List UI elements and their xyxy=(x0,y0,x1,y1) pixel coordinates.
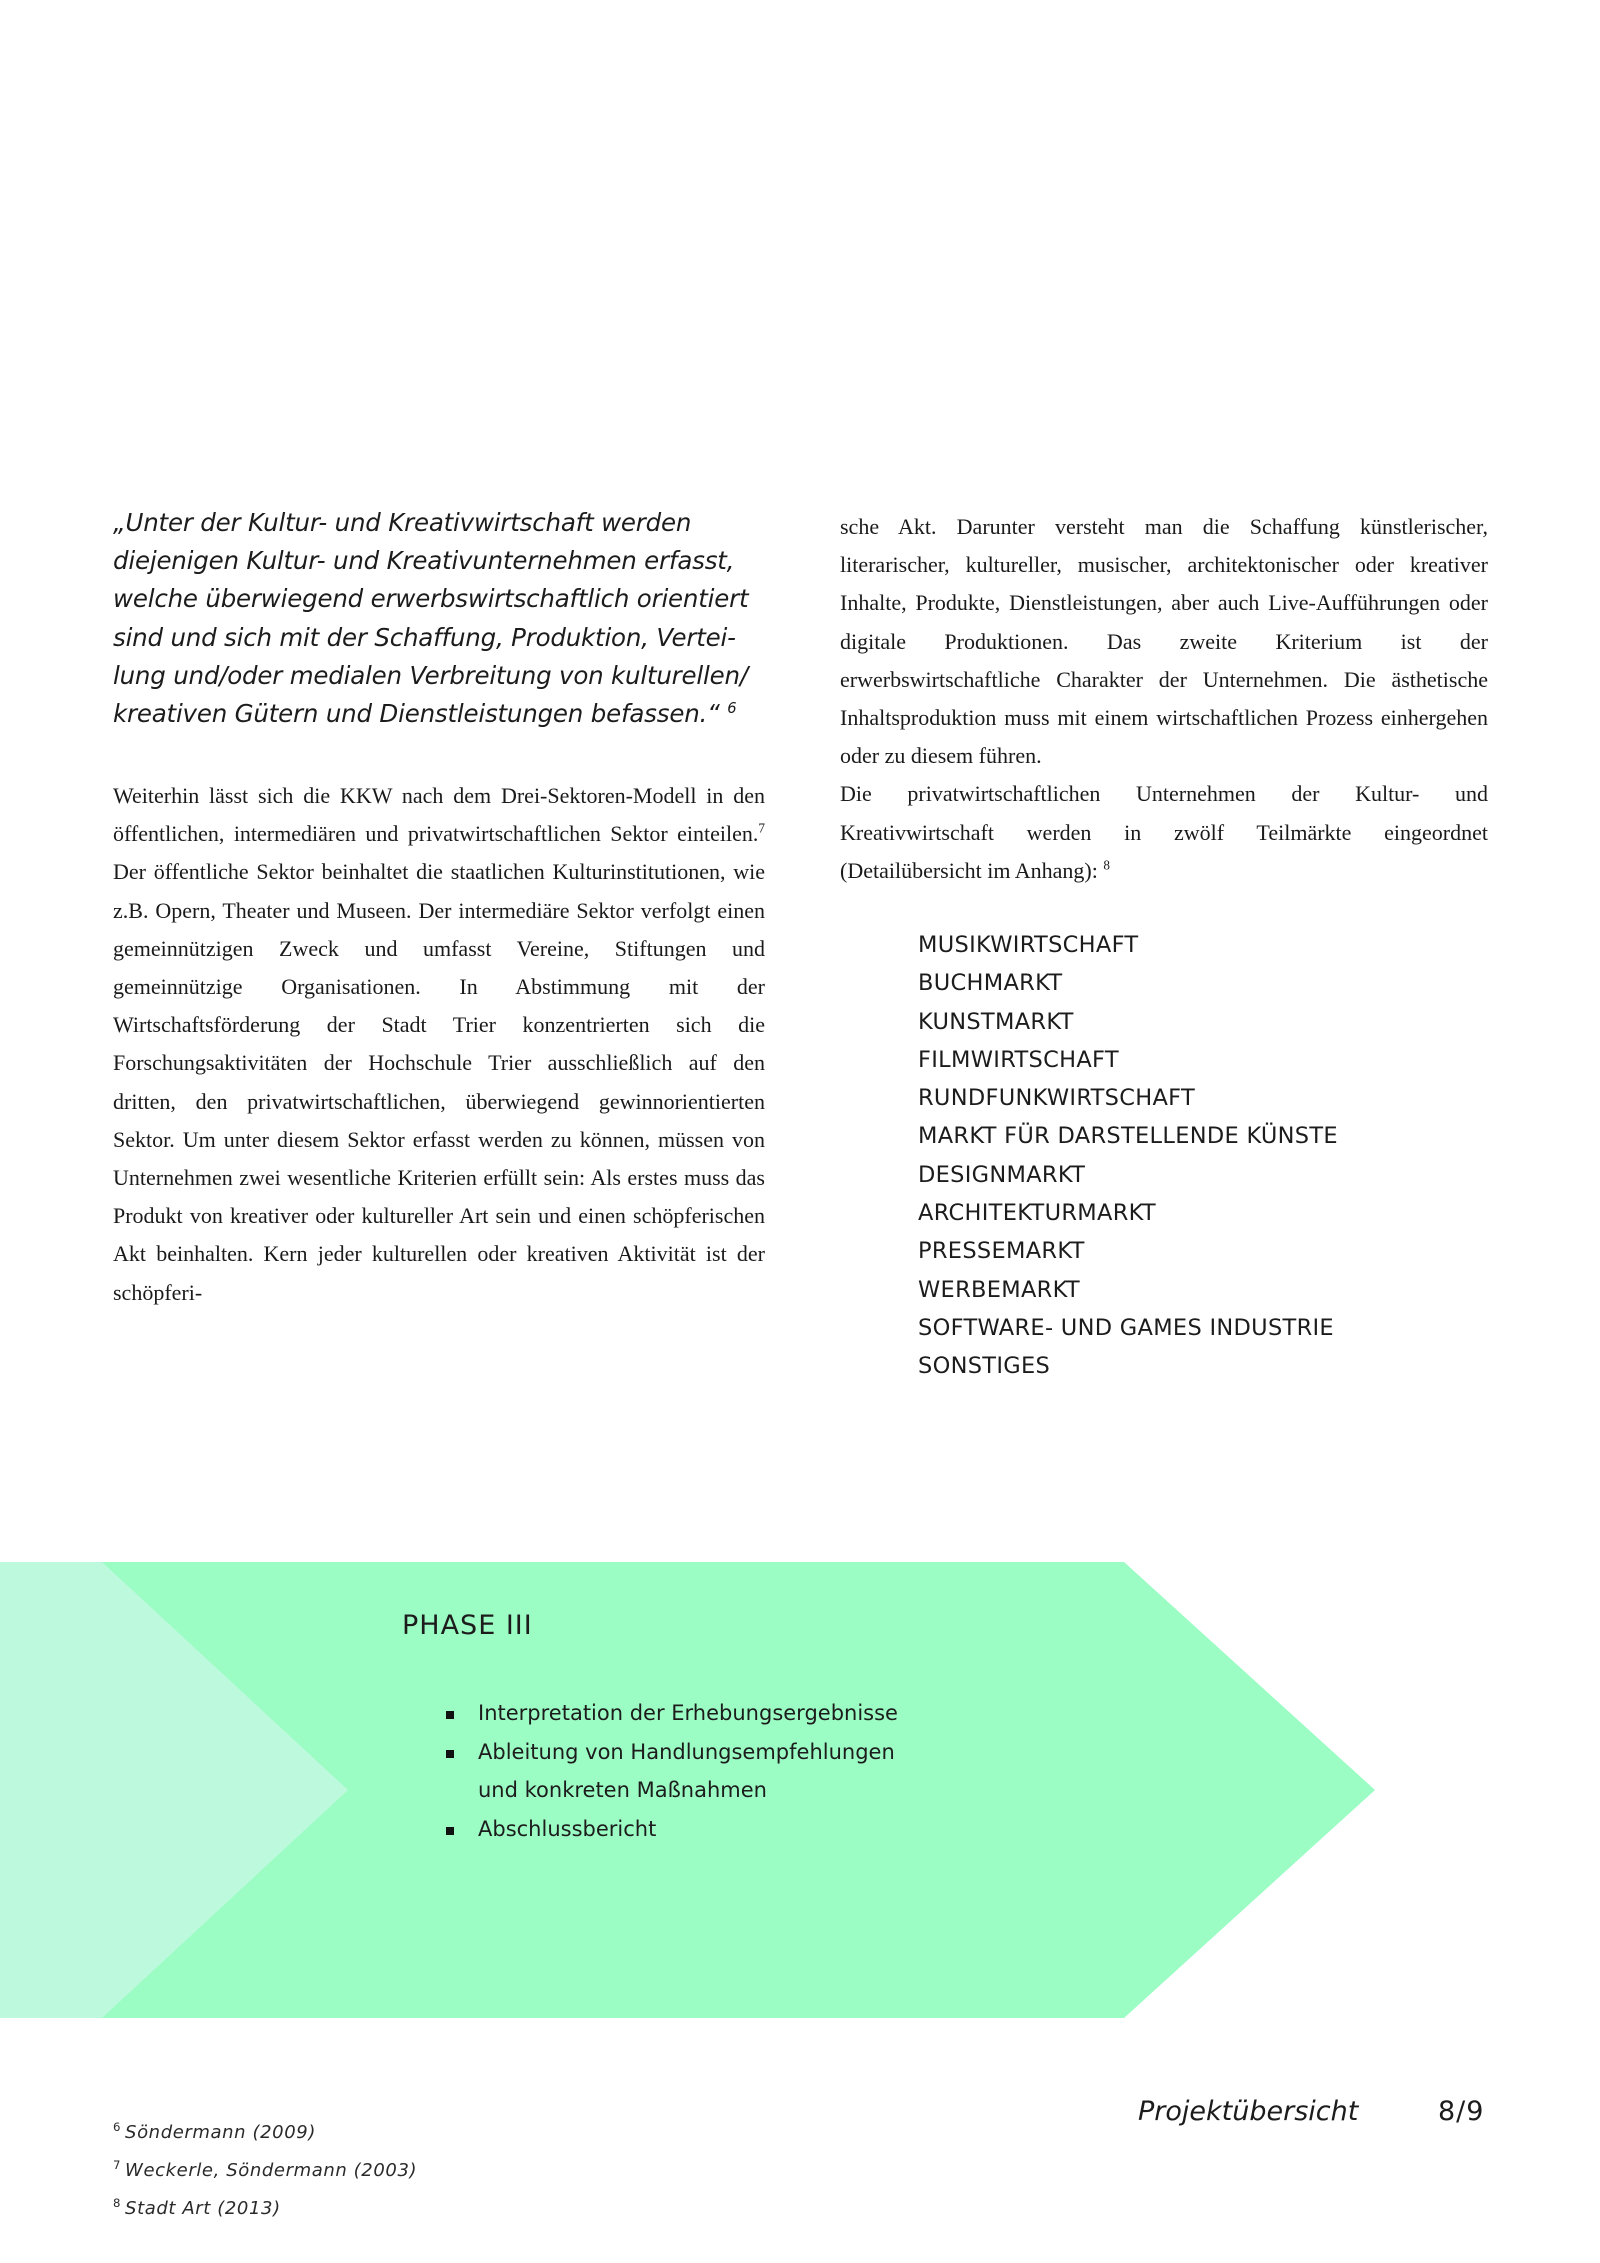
quote-line: welche überwiegend erwerbswirtschaftlich orientiert xyxy=(113,584,749,614)
left-column-body xyxy=(113,777,765,1312)
footnote-item xyxy=(113,2114,417,2152)
submarket-item: WERBEMARKT xyxy=(918,1276,1080,1303)
footnote-number: 7 xyxy=(113,2158,122,2172)
footnote-ref-8[interactable]: 8 xyxy=(1103,857,1110,873)
square-bullet-icon xyxy=(446,1827,454,1835)
body-paragraph: sche Akt. Darunter versteht man die Schaffung künstlerischer, literarischer, kultureller, musischer, architektonischer oder kreativer Inhalte, Produkte, Dienstleistungen, aber auch Live-Aufführungen oder digitale Produktionen. Das zweite Kriterium ist der erwerbswirtschaftliche Charakter der Unternehmen. Die ästhetische Inhaltsproduktion muss mit einem wirtschaftlichen Prozess einhergehen oder zu diesem führen. xyxy=(840,514,1488,769)
footnote-text: Söndermann (2009) xyxy=(125,2122,316,2143)
page-number: 8/9 xyxy=(1438,2096,1485,2127)
footnote-number: 8 xyxy=(113,2196,122,2210)
body-text: Die privatwirtschaftlichen Unternehmen der Kultur- und Kreativwirtschaft werden in zwölf Teilmärkte eingeordnet (Detailübersicht im Anhang): xyxy=(840,781,1488,883)
footnote-list xyxy=(113,2114,417,2228)
footnote-item xyxy=(113,2190,417,2228)
phase-task-item xyxy=(436,1810,898,1849)
quote-line: diejenigen Kultur- und Kreativunternehmen erfasst, xyxy=(113,546,735,576)
quote-line: „Unter der Kultur- und Kreativwirtschaft werden xyxy=(113,508,692,537)
footnote-item xyxy=(113,2152,417,2190)
quote-line: lung und/oder medialen Verbreitung von kulturellen/ xyxy=(113,660,748,690)
submarket-item: RUNDFUNKWIRTSCHAFT xyxy=(918,1085,1196,1112)
submarket-item: MARKT FÜR DARSTELLENDE KÜNSTE xyxy=(918,1123,1338,1150)
body-text: Weiterhin lässt sich die KKW nach dem Drei-Sektoren-Modell in den öffentlichen, intermediären und privatwirtschaftlichen Sektor einteilen. xyxy=(113,783,765,847)
quote-block xyxy=(113,504,773,733)
submarket-item: SONSTIGES xyxy=(918,1353,1051,1380)
quote-line-text: kreativen Gütern und Dienstleistungen befassen.“ xyxy=(113,699,720,729)
footnote-ref-6[interactable]: 6 xyxy=(727,699,737,717)
body-paragraph xyxy=(113,777,765,1312)
phase-task-text: Ableitung von Handlungsempfehlungen und konkreten Maßnahmen xyxy=(478,1739,895,1802)
body-paragraph xyxy=(840,775,1488,890)
submarket-list xyxy=(918,926,1338,1386)
footnote-text: Stadt Art (2013) xyxy=(125,2198,281,2219)
quote-line: sind und sich mit der Schaffung, Produktion, Vertei- xyxy=(113,622,736,652)
submarket-item: ARCHITEKTURMARKT xyxy=(918,1200,1156,1227)
phase-task-text: Abschlussbericht xyxy=(478,1816,657,1841)
running-section-title: Projektübersicht xyxy=(1138,2096,1359,2127)
square-bullet-icon xyxy=(446,1711,454,1719)
phase-task-text: Interpretation der Erhebungsergebnisse xyxy=(478,1701,898,1725)
phase-task-item xyxy=(436,1694,898,1733)
phase-task-item xyxy=(436,1733,898,1810)
right-column-body xyxy=(840,508,1488,890)
submarket-item: PRESSEMARKT xyxy=(918,1238,1085,1265)
submarket-item: KUNSTMARKT xyxy=(918,1008,1074,1035)
footnote-text: Weckerle, Söndermann (2003) xyxy=(125,2160,418,2181)
submarket-item: FILMWIRTSCHAFT xyxy=(918,1046,1119,1073)
quote-line xyxy=(113,695,773,733)
square-bullet-icon xyxy=(446,1750,454,1758)
phase-title: PHASE III xyxy=(402,1610,533,1641)
submarket-item: MUSIKWIRTSCHAFT xyxy=(918,932,1139,958)
phase-task-list xyxy=(436,1694,898,1848)
submarket-item: DESIGNMARKT xyxy=(918,1161,1086,1188)
submarket-item: BUCHMARKT xyxy=(918,970,1063,997)
footnote-number: 6 xyxy=(113,2120,122,2134)
footnote-ref-7[interactable]: 7 xyxy=(758,820,765,836)
submarket-item: SOFTWARE- UND GAMES INDUSTRIE xyxy=(918,1314,1334,1341)
body-text: Der öffentliche Sektor beinhaltet die staatlichen Kulturinstitutionen, wie z.B. Opern, Theater und Museen. Der intermediäre Sektor verfolgt einen gemeinnützigen Zweck und umfasst Vereine, Stiftungen und gemeinnützige Organisationen. In Abstimmung mit der Wirtschaftsförderung der Stadt Trier konzentrierten sich die Forschungsaktivitäten der Hochschule Trier ausschließlich auf den dritten, den privatwirtschaftlichen, überwiegend gewinnorientierten Sektor. Um unter diesem Sektor erfasst werden zu können, müssen von Unternehmen zwei wesentliche Kriterien erfüllt sein: Als erstes muss das Produkt von kreativer oder kultureller Art sein und einen schöpferischen Akt beinhalten. Kern jeder kulturellen oder kreativen Aktivität ist der schöpferi- xyxy=(113,859,765,1305)
